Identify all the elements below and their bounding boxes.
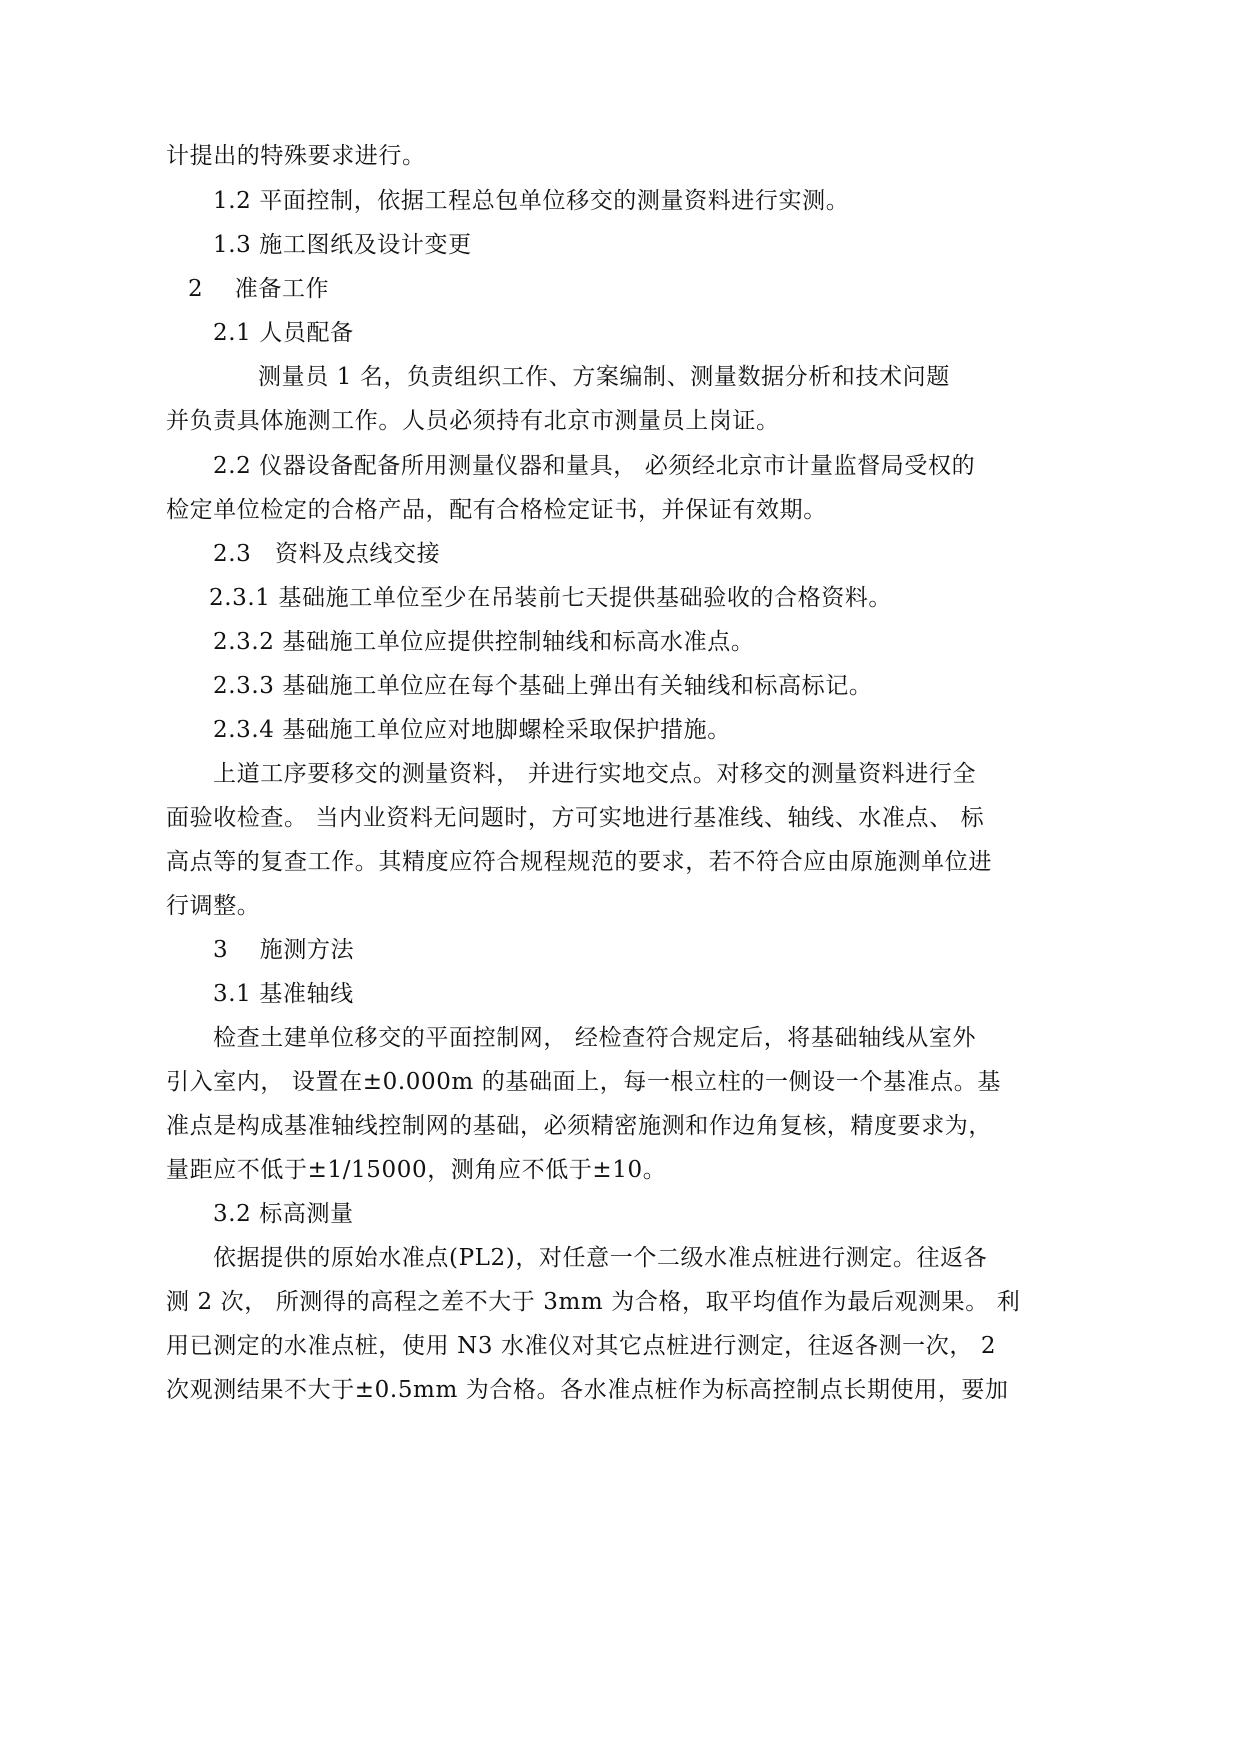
section-2-heading: 2 准备工作 <box>188 276 330 302</box>
paragraph-line: 测 2 次， 所测得的高程之差不大于 3mm 为合格，取平均值作为最后观测果。 利 <box>166 1289 1021 1315</box>
section-2-1-heading: 2.1 人员配备 <box>213 320 354 346</box>
paragraph-line: 用已测定的水准点桩，使用 N3 水准仪对其它点桩进行测定，往返各测一次， 2 <box>166 1333 997 1359</box>
paragraph-line: 计提出的特殊要求进行。 <box>166 143 426 169</box>
paragraph-line: 高点等的复查工作。其精度应符合规程规范的要求，若不符合应由原施测单位进 <box>166 849 992 875</box>
section-2-3-3-line: 2.3.3 基础施工单位应在每个基础上弹出有关轴线和标高标记。 <box>213 673 873 699</box>
paragraph-line: 行调整。 <box>166 893 261 919</box>
paragraph-line: 上道工序要移交的测量资料， 并进行实地交点。对移交的测量资料进行全 <box>213 761 977 787</box>
section-3-2-heading: 3.2 标高测量 <box>213 1201 354 1227</box>
paragraph-line: 引入室内， 设置在±0.000m 的基础面上，每一根立柱的一侧设一个基准点。基 <box>166 1069 1001 1095</box>
section-3-heading: 3 施测方法 <box>213 937 355 963</box>
section-2-3-2-line: 2.3.2 基础施工单位应提供控制轴线和标高水准点。 <box>213 629 755 655</box>
paragraph-line: 依据提供的原始水准点(PL2)，对任意一个二级水准点桩进行测定。往返各 <box>213 1245 988 1271</box>
paragraph-line: 准点是构成基准轴线控制网的基础，必须精密施测和作边角复核，精度要求为， <box>166 1113 992 1139</box>
paragraph-line: 面验收检查。 当内业资料无问题时，方可实地进行基准线、轴线、水准点、 标 <box>166 805 985 831</box>
paragraph-line: 量距应不低于±1/15000，测角应不低于±10。 <box>166 1157 667 1183</box>
paragraph-line: 测量员 1 名，负责组织工作、方案编制、测量数据分析和技术问题 <box>258 364 950 390</box>
paragraph-line: 次观测结果不大于±0.5mm 为合格。各水准点桩作为标高控制点长期使用，要加 <box>166 1377 1009 1403</box>
section-3-1-heading: 3.1 基准轴线 <box>213 981 354 1007</box>
section-2-3-1-line: 2.3.1 基础施工单位至少在吊装前七天提供基础验收的合格资料。 <box>209 585 893 611</box>
paragraph-line: 检定单位检定的合格产品，配有合格检定证书，并保证有效期。 <box>166 497 827 523</box>
paragraph-line: 检查土建单位移交的平面控制网， 经检查符合规定后，将基础轴线从室外 <box>213 1025 977 1051</box>
paragraph-line: 并负责具体施测工作。人员必须持有北京市测量员上岗证。 <box>166 408 780 434</box>
section-1-3-heading: 1.3 施工图纸及设计变更 <box>213 232 472 258</box>
section-2-2-line: 2.2 仪器设备配备所用测量仪器和量具， 必须经北京市计量监督局受权的 <box>213 453 976 479</box>
section-2-3-heading: 2.3 资料及点线交接 <box>213 541 441 567</box>
section-1-2-line: 1.2 平面控制，依据工程总包单位移交的测量资料进行实测。 <box>213 188 850 214</box>
section-2-3-4-line: 2.3.4 基础施工单位应对地脚螺栓采取保护措施。 <box>213 717 731 743</box>
